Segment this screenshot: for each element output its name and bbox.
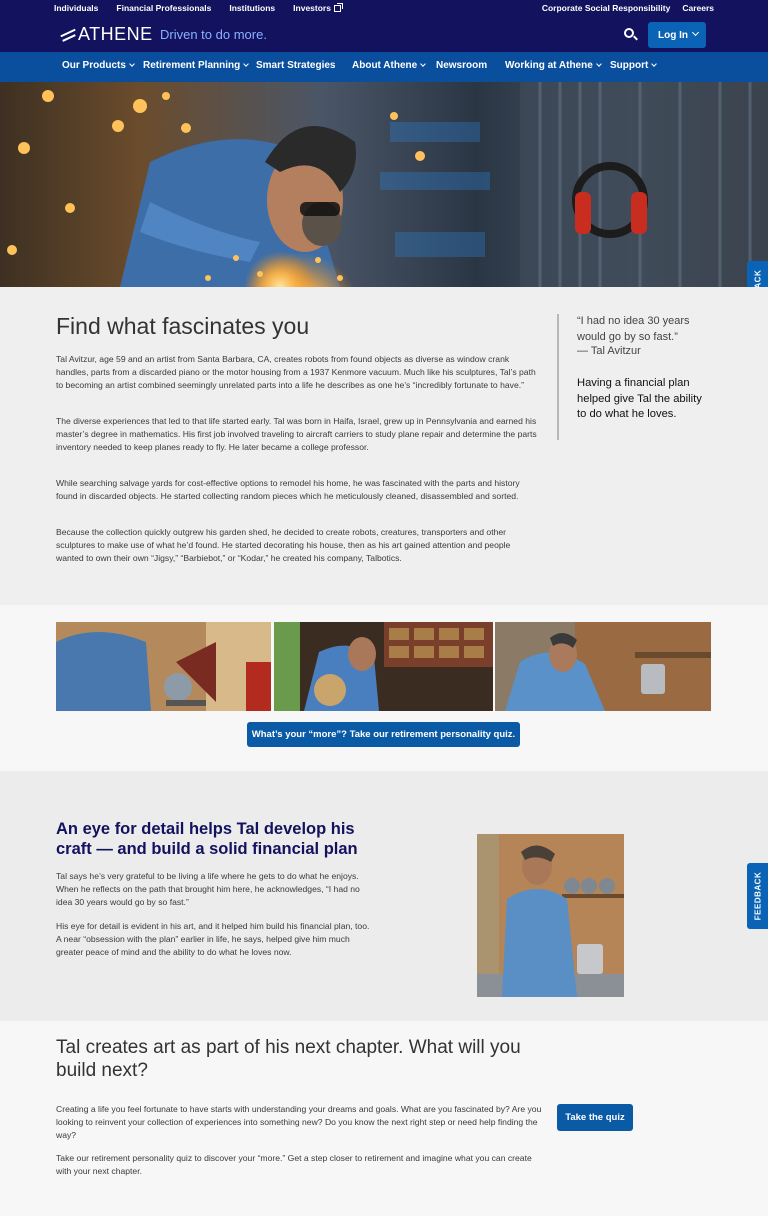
chevron-down-icon <box>243 61 249 67</box>
next-paragraph-2: Take our retirement personality quiz to discover your “more.” Get a step closer to retirement and imagine what you can create with your next chapter. <box>56 1153 532 1176</box>
hero-image <box>0 82 768 287</box>
nav-about-athene[interactable]: About Athene <box>352 60 425 71</box>
next-paragraph-1: Creating a life you feel fortunate to have starts with understanding your dreams and goals. What are you fascinated by? Are you looking to reinvent your collection of experiences into something new? Do you know the next right step or need help finding the way? <box>56 1104 542 1140</box>
hero-illustration <box>0 82 768 287</box>
external-link-icon <box>334 5 341 12</box>
gallery-photo-1 <box>56 622 271 711</box>
athene-logo[interactable]: ATHENE <box>60 24 153 45</box>
gallery-photo-3 <box>495 622 711 711</box>
utility-bar <box>0 0 768 52</box>
next-chapter-section <box>0 1021 768 1216</box>
next-chapter-heading: Tal creates art as part of his next chapter. What will you build next? <box>56 1037 521 1081</box>
chevron-down-icon <box>692 29 699 36</box>
feedback-tab-lower[interactable]: FEEDBACK <box>747 863 768 929</box>
nav-retirement-planning[interactable]: Retirement Planning <box>143 60 248 71</box>
gallery-photo-2 <box>274 622 493 711</box>
utility-nav-left <box>54 3 341 13</box>
login-button[interactable]: Log In <box>648 22 706 48</box>
logo-mark-icon <box>60 28 74 42</box>
pull-quote: “I had no idea 30 years would go by so fast.” <box>577 315 690 343</box>
util-link-individuals[interactable]: Individuals <box>54 3 99 13</box>
util-link-csr[interactable]: Corporate Social Responsibility <box>541 3 671 13</box>
quote-divider <box>557 314 559 440</box>
nav-smart-strategies[interactable]: Smart Strategies <box>256 60 336 71</box>
intro-paragraph-1: Tal Avitzur, age 59 and an artist from Santa Barbara, CA, creates robots from found objects as diverse as window crank handles, parts from a discarded piano or the motor housing from a 1937 Kenmore vacuum. Much like his sculptures, Tal’s path to becoming an artist combined seemingly unrelated parts into a life he describes as one he’s “incredibly fortunate to have.” <box>56 354 536 390</box>
portrait-photo <box>477 834 624 997</box>
brand-tagline: Driven to do more. <box>160 27 267 42</box>
chevron-down-icon <box>596 61 602 67</box>
chevron-down-icon <box>420 61 426 67</box>
take-quiz-button[interactable]: Take the quiz <box>557 1104 633 1131</box>
pull-quote-body: Having a financial plan helped give Tal the ability to do what he loves. <box>577 377 702 421</box>
chevron-down-icon <box>651 61 657 67</box>
intro-paragraph-3: While searching salvage yards for cost-effective options to remodel his home, he was fascinated with the parts and history found in discarded objects. He started collecting random pieces which he meticulously cleaned, disassembled and sorted. <box>56 478 520 501</box>
gallery-section <box>0 605 768 771</box>
util-link-institutions[interactable]: Institutions <box>229 3 276 13</box>
nav-support[interactable]: Support <box>610 60 656 71</box>
nav-newsroom[interactable]: Newsroom <box>436 60 488 71</box>
nav-our-products[interactable]: Our Products <box>62 60 134 71</box>
detail-paragraph-2: His eye for detail is evident in his art, and it helped him build his financial plan, too. A near “obsession with the plan” earlier in life, he says, helped give him much greater peace of mind and the ability to do what he loves now. <box>56 921 370 957</box>
intro-paragraph-2: The diverse experiences that led to that life started early. Tal was born in Haifa, Israel, grew up in Pennsylvania and earned his master’s degree in mathematics. His first job involved traveling to aircraft carriers to study plane repair and determine the parts inventory needed to keep planes ready to fly. He later became a college professor. <box>56 416 537 452</box>
page-title: Find what fascinates you <box>56 313 310 339</box>
util-link-careers[interactable]: Careers <box>682 3 714 13</box>
util-link-investors[interactable]: Investors <box>293 3 341 13</box>
detail-paragraph-1: Tal says he’s very grateful to be living a life where he gets to do what he enjoys. When he reflects on the path that brought him here, he acknowledges, “I had no idea 30 years would go by so fast.” <box>56 871 360 907</box>
detail-section <box>0 771 768 1021</box>
pull-quote-attribution: — Tal Avitzur <box>577 345 641 357</box>
main-nav <box>0 52 768 82</box>
retirement-quiz-button[interactable]: What’s your “more”? Take our retirement personality quiz. <box>247 722 520 747</box>
search-icon[interactable] <box>624 28 634 38</box>
util-link-financial-professionals[interactable]: Financial Professionals <box>116 3 212 13</box>
nav-working-at-athene[interactable]: Working at Athene <box>505 60 601 71</box>
detail-heading: An eye for detail helps Tal develop his craft — and build a solid financial plan <box>56 820 358 858</box>
utility-nav-right <box>542 3 714 13</box>
chevron-down-icon <box>129 61 135 67</box>
intro-paragraph-4: Because the collection quickly outgrew his garden shed, he decided to create robots, creatures, transporters and other sculptures to make use of what he’d found. He started decorating his house, then as his art gained attention and people wanted to own their own “Jigsy,” “Barbiebot,” or “Kodar,” he created his company, Talbotics. <box>56 527 511 563</box>
intro-section <box>0 287 768 605</box>
